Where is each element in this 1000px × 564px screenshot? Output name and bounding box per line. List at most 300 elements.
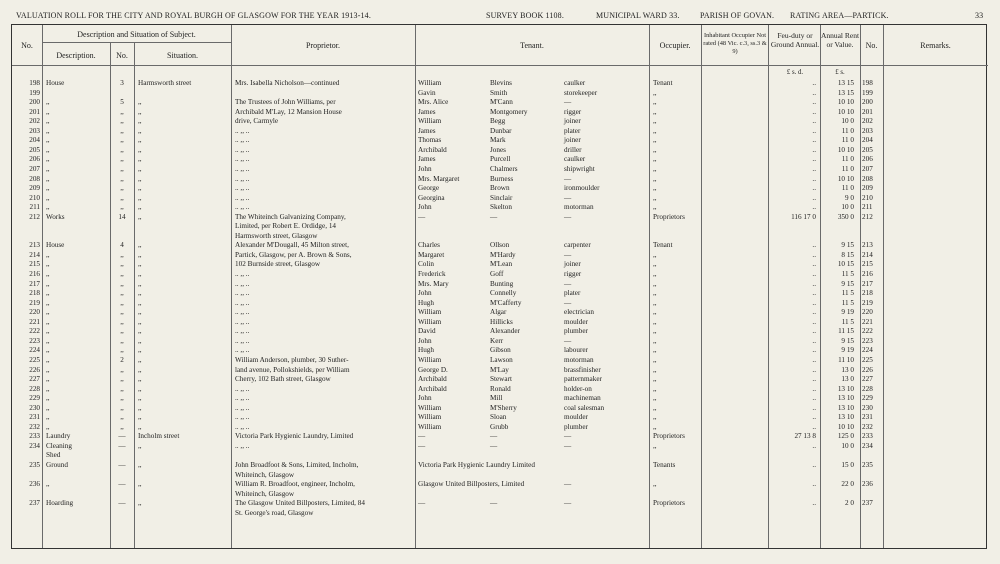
tenant-surname: Begg bbox=[490, 117, 506, 126]
entry-occupier: Proprietors bbox=[653, 212, 685, 221]
entry-number: 201 bbox=[29, 107, 40, 116]
entry-proprietor: The Glasgow United Billposters, Limited, 84 bbox=[235, 499, 365, 508]
entry-annual-rent: 10 10 bbox=[837, 98, 854, 107]
tenant-occupation: plumber bbox=[564, 327, 588, 336]
tenant-first-name: James bbox=[418, 107, 436, 116]
tenant-first-name: John bbox=[418, 336, 432, 345]
tenant-surname: Jones bbox=[490, 145, 506, 154]
entry-proprietor: .. ,, .. bbox=[235, 126, 250, 135]
page-number: 33 bbox=[975, 11, 984, 20]
tenant-occupation: motorman bbox=[564, 355, 594, 364]
entry-occupier: ,, bbox=[653, 441, 657, 450]
tenant-first-name: John bbox=[418, 394, 432, 403]
table-row bbox=[12, 154, 988, 164]
entry-annual-rent: 9 15 bbox=[841, 336, 854, 345]
entry-number-right: 203 bbox=[862, 126, 873, 135]
tenant-first-name: Charles bbox=[418, 241, 440, 250]
entry-sub-number: ,, bbox=[120, 250, 124, 259]
entry-situation: ,, bbox=[138, 422, 142, 431]
entry-feu-duty: .. bbox=[812, 193, 816, 202]
entry-number-right: 229 bbox=[862, 394, 873, 403]
entry-feu-duty: .. bbox=[812, 136, 816, 145]
entry-occupier: Tenant bbox=[653, 79, 673, 87]
tenant-occupation: storekeeper bbox=[564, 88, 598, 97]
entry-number: 202 bbox=[29, 117, 40, 126]
tenant-first-name: William bbox=[418, 413, 442, 422]
entry-proprietor: Mrs. Isabella Nicholson—continued bbox=[235, 79, 340, 87]
entry-annual-rent: 10 0 bbox=[841, 441, 854, 450]
entry-proprietor: Archibald M'Lay, 12 Mansion House bbox=[235, 107, 342, 116]
entry-feu-duty: .. bbox=[812, 499, 816, 508]
entry-proprietor: .. ,, .. bbox=[235, 403, 250, 412]
feu-units: £ s. d. bbox=[786, 69, 804, 76]
entry-number: 234 bbox=[29, 441, 40, 450]
col-tenant: Tenant. bbox=[520, 41, 544, 50]
entry-situation: ,, bbox=[138, 317, 142, 326]
entry-sub-number: ,, bbox=[120, 394, 124, 403]
tenant-occupation: joiner bbox=[564, 260, 581, 269]
entry-sub-number: ,, bbox=[120, 203, 124, 212]
entry-proprietor: St. George's road, Glasgow bbox=[235, 508, 314, 517]
table-row bbox=[12, 107, 988, 117]
entry-sub-number: ,, bbox=[120, 384, 124, 393]
entry-description: ,, bbox=[46, 346, 50, 355]
entry-number-right: 214 bbox=[862, 250, 873, 259]
entry-situation: ,, bbox=[138, 193, 142, 202]
entry-situation: ,, bbox=[138, 212, 142, 221]
table-row bbox=[12, 298, 988, 308]
entry-feu-duty: .. bbox=[812, 422, 816, 431]
entry-occupier: ,, bbox=[653, 203, 657, 212]
tenant-first-name: Thomas bbox=[418, 136, 442, 145]
entry-occupier: ,, bbox=[653, 174, 657, 183]
valuation-roll-table bbox=[11, 24, 987, 549]
table-row bbox=[12, 212, 988, 222]
entry-situation: ,, bbox=[138, 327, 142, 336]
table-row bbox=[12, 317, 988, 327]
entry-annual-rent: 9 19 bbox=[841, 308, 854, 317]
entry-number: 203 bbox=[29, 126, 40, 135]
col-no: No. bbox=[21, 41, 33, 50]
tenant-occupation: plater bbox=[564, 126, 581, 135]
table-row bbox=[12, 145, 988, 155]
entry-number: 219 bbox=[29, 298, 40, 307]
entry-sub-number: ,, bbox=[120, 164, 124, 173]
tenant-first-name: George D. bbox=[418, 365, 448, 374]
tenant-first-name: William bbox=[418, 422, 442, 431]
tenant-occupation: — bbox=[564, 174, 572, 183]
entry-annual-rent: 13 10 bbox=[837, 394, 854, 403]
entry-number: 199 bbox=[29, 88, 40, 97]
table-row bbox=[12, 479, 988, 489]
entry-annual-rent: 11 5 bbox=[841, 270, 854, 278]
table-row bbox=[12, 240, 988, 250]
entry-description: ,, bbox=[46, 308, 50, 317]
tenant-first-name: William bbox=[418, 79, 442, 87]
tenant-surname: Dunbar bbox=[490, 126, 512, 135]
col-description: Description. bbox=[56, 51, 96, 60]
tenant-first-name: James bbox=[418, 126, 436, 135]
entry-sub-number: ,, bbox=[120, 117, 124, 126]
entry-occupier: ,, bbox=[653, 384, 657, 393]
tenant-surname: Mark bbox=[490, 136, 506, 145]
table-row bbox=[12, 164, 988, 174]
table-row bbox=[12, 202, 988, 212]
table-row bbox=[12, 307, 988, 317]
entry-sub-number: — bbox=[118, 461, 126, 469]
entry-number-right: 226 bbox=[862, 365, 873, 374]
entry-annual-rent: 10 10 bbox=[837, 422, 854, 431]
tenant-surname: Sloan bbox=[490, 413, 507, 422]
tenant-occupation: patternmaker bbox=[564, 375, 602, 384]
entry-feu-duty: .. bbox=[812, 384, 816, 393]
table-row bbox=[12, 183, 988, 193]
table-row bbox=[12, 88, 988, 98]
entry-feu-duty: .. bbox=[812, 461, 816, 469]
entry-situation: ,, bbox=[138, 384, 142, 393]
entry-number-right: 198 bbox=[862, 79, 873, 87]
entry-occupier: ,, bbox=[653, 107, 657, 116]
entry-feu-duty: .. bbox=[812, 365, 816, 374]
entry-description: House bbox=[46, 79, 65, 87]
entry-description: ,, bbox=[46, 279, 50, 288]
entry-occupier: ,, bbox=[653, 308, 657, 317]
entry-annual-rent: 8 15 bbox=[841, 250, 854, 259]
tenant-surname: Burness bbox=[490, 174, 514, 183]
entry-sub-number: ,, bbox=[120, 422, 124, 431]
entry-number: 229 bbox=[29, 394, 40, 403]
tenant-occupation: — bbox=[564, 193, 572, 202]
entry-number-right: 215 bbox=[862, 260, 873, 269]
table-row bbox=[12, 345, 988, 355]
entry-proprietor: .. ,, .. bbox=[235, 193, 250, 202]
entry-sub-number: — bbox=[118, 432, 126, 441]
entry-number: 221 bbox=[29, 317, 40, 326]
entry-annual-rent: 9 0 bbox=[845, 193, 854, 202]
entry-occupier: ,, bbox=[653, 422, 657, 431]
entry-number: 207 bbox=[29, 164, 40, 173]
entry-description: ,, bbox=[46, 117, 50, 126]
entry-occupier: ,, bbox=[653, 365, 657, 374]
entry-sub-number: ,, bbox=[120, 260, 124, 269]
entry-number-right: 199 bbox=[862, 88, 873, 97]
entry-occupier: ,, bbox=[653, 193, 657, 202]
table-row bbox=[12, 431, 988, 441]
entry-occupier: Proprietors bbox=[653, 499, 685, 508]
tenant-occupation: caulker bbox=[564, 155, 586, 164]
entry-proprietor: .. ,, .. bbox=[235, 413, 250, 422]
entry-situation: ,, bbox=[138, 174, 142, 183]
table-row bbox=[12, 259, 988, 269]
table-row bbox=[12, 221, 988, 231]
table-row bbox=[12, 450, 988, 460]
tenant-first-name: Archibald bbox=[418, 375, 447, 384]
entry-number: 198 bbox=[29, 79, 40, 87]
tenant-occupation: holder-on bbox=[564, 384, 592, 393]
entry-feu-duty: .. bbox=[812, 279, 816, 288]
entry-sub-number: ,, bbox=[120, 365, 124, 374]
entry-sub-number: ,, bbox=[120, 403, 124, 412]
entry-annual-rent: 9 15 bbox=[841, 279, 854, 288]
entry-proprietor: .. ,, .. bbox=[235, 279, 250, 288]
entry-feu-duty: .. bbox=[812, 336, 816, 345]
entry-number-right: 220 bbox=[862, 308, 873, 317]
entry-situation: ,, bbox=[138, 260, 142, 269]
entry-description: ,, bbox=[46, 107, 50, 116]
entry-description: ,, bbox=[46, 136, 50, 145]
entry-feu-duty: .. bbox=[812, 88, 816, 97]
tenant-first-name: Gavin bbox=[418, 88, 436, 97]
entry-description: ,, bbox=[46, 164, 50, 173]
entry-situation: ,, bbox=[138, 336, 142, 345]
entry-description: ,, bbox=[46, 336, 50, 345]
tenant-first-name: Glasgow United Billposters, Limited bbox=[418, 480, 525, 489]
entry-annual-rent: 10 10 bbox=[837, 174, 854, 183]
entry-situation: ,, bbox=[138, 480, 142, 489]
entry-description: ,, bbox=[46, 413, 50, 422]
entry-occupier: ,, bbox=[653, 145, 657, 154]
col-situation: Situation. bbox=[167, 51, 198, 60]
entry-number: 212 bbox=[29, 212, 40, 221]
entry-description: Shed bbox=[46, 451, 61, 460]
entry-proprietor: .. ,, .. bbox=[235, 155, 250, 164]
entry-number: 228 bbox=[29, 384, 40, 393]
entry-proprietor: .. ,, .. bbox=[235, 336, 250, 345]
entry-annual-rent: 13 10 bbox=[837, 384, 854, 393]
entry-number: 210 bbox=[29, 193, 40, 202]
rating-area: RATING AREA—PARTICK. bbox=[790, 11, 889, 20]
tenant-surname: Montgomery bbox=[490, 107, 528, 116]
entry-number-right: 217 bbox=[862, 279, 873, 288]
entry-occupier: ,, bbox=[653, 126, 657, 135]
entry-proprietor: .. ,, .. bbox=[235, 394, 250, 403]
entry-occupier: Proprietors bbox=[653, 432, 685, 441]
entry-situation: ,, bbox=[138, 499, 142, 508]
tenant-occupation: plumber bbox=[564, 422, 588, 431]
entry-situation: ,, bbox=[138, 441, 142, 450]
table-row bbox=[12, 403, 988, 413]
entry-description: ,, bbox=[46, 184, 50, 193]
entry-number: 215 bbox=[29, 260, 40, 269]
entry-number-right: 222 bbox=[862, 327, 873, 336]
tenant-first-name: Victoria Park Hygienic Laundry Limited bbox=[418, 461, 535, 469]
entry-situation: ,, bbox=[138, 241, 142, 250]
tenant-surname: Lawson bbox=[490, 355, 513, 364]
entry-situation: ,, bbox=[138, 365, 142, 374]
entry-proprietor: Whiteinch, Glasgow bbox=[235, 489, 295, 498]
entry-feu-duty: .. bbox=[812, 480, 816, 489]
tenant-first-name: Hugh bbox=[418, 346, 434, 355]
entry-number-right: 224 bbox=[862, 346, 873, 355]
entry-situation: ,, bbox=[138, 136, 142, 145]
table-row bbox=[12, 279, 988, 289]
entry-number-right: 237 bbox=[862, 499, 873, 508]
entry-situation: ,, bbox=[138, 126, 142, 135]
tenant-occupation: shipwright bbox=[564, 164, 595, 173]
entry-number-right: 235 bbox=[862, 461, 873, 469]
entry-description: ,, bbox=[46, 289, 50, 298]
tenant-occupation: motorman bbox=[564, 203, 594, 212]
entry-number: 230 bbox=[29, 403, 40, 412]
entry-annual-rent: 11 0 bbox=[841, 164, 854, 173]
entry-annual-rent: 13 15 bbox=[837, 79, 854, 87]
tenant-occupation: — bbox=[564, 279, 572, 288]
table-row bbox=[12, 393, 988, 403]
table-row bbox=[12, 116, 988, 126]
entry-description: ,, bbox=[46, 126, 50, 135]
tenant-surname: Hillicks bbox=[490, 317, 513, 326]
tenant-first-name: Frederick bbox=[418, 270, 446, 278]
entry-proprietor: .. ,, .. bbox=[235, 327, 250, 336]
entry-annual-rent: 11 5 bbox=[841, 317, 854, 326]
entry-description: Laundry bbox=[46, 432, 71, 441]
municipal-ward: MUNICIPAL WARD 33. bbox=[596, 11, 680, 20]
tenant-occupation: caulker bbox=[564, 79, 586, 87]
tenant-occupation: coal salesman bbox=[564, 403, 605, 412]
entry-proprietor: land avenue, Pollokshields, per William bbox=[235, 365, 350, 374]
entry-description: ,, bbox=[46, 355, 50, 364]
entry-feu-duty: .. bbox=[812, 308, 816, 317]
entry-proprietor: Whiteinch, Glasgow bbox=[235, 470, 295, 479]
entry-number-right: 207 bbox=[862, 164, 873, 173]
entry-number: 231 bbox=[29, 413, 40, 422]
tenant-occupation: joiner bbox=[564, 117, 581, 126]
tenant-occupation: joiner bbox=[564, 136, 581, 145]
entry-situation: Incholm street bbox=[138, 432, 180, 441]
entry-annual-rent: 15 0 bbox=[841, 461, 854, 469]
entry-number: 225 bbox=[29, 355, 40, 364]
tenant-occupation: — bbox=[564, 336, 572, 345]
entry-situation: ,, bbox=[138, 413, 142, 422]
table-row bbox=[12, 508, 988, 518]
tenant-first-name: John bbox=[418, 164, 432, 173]
table-row bbox=[12, 193, 988, 203]
tenant-occupation: rigger bbox=[564, 107, 582, 116]
tenant-first-name: William bbox=[418, 308, 442, 317]
entry-proprietor: .. ,, .. bbox=[235, 136, 250, 145]
entry-proprietor: .. ,, .. bbox=[235, 308, 250, 317]
entry-number-right: 204 bbox=[862, 136, 873, 145]
tenant-surname: Grubb bbox=[490, 422, 509, 431]
entry-proprietor: Victoria Park Hygienic Laundry, Limited bbox=[235, 432, 354, 441]
table-row bbox=[12, 384, 988, 394]
tenant-occupation: carpenter bbox=[564, 241, 591, 250]
tenant-first-name: Margaret bbox=[418, 250, 445, 259]
entry-annual-rent: 2 0 bbox=[845, 499, 854, 508]
entry-occupier: ,, bbox=[653, 88, 657, 97]
tenant-first-name: — bbox=[418, 432, 426, 441]
tenant-occupation: plater bbox=[564, 289, 581, 298]
entry-sub-number: ,, bbox=[120, 327, 124, 336]
entry-sub-number: 4 bbox=[120, 241, 124, 250]
entry-sub-number: — bbox=[118, 480, 126, 489]
entry-number: 217 bbox=[29, 279, 40, 288]
entry-description: ,, bbox=[46, 260, 50, 269]
entry-proprietor: Limited, per Robert E. Ordidge, 14 bbox=[235, 222, 337, 231]
entry-feu-duty: .. bbox=[812, 298, 816, 307]
tenant-occupation: brassfinisher bbox=[564, 365, 601, 374]
table-row bbox=[12, 174, 988, 184]
entry-number-right: 209 bbox=[862, 184, 873, 193]
entry-number: 206 bbox=[29, 155, 40, 164]
entry-number: 227 bbox=[29, 375, 40, 384]
entry-proprietor: .. ,, .. bbox=[235, 164, 250, 173]
tenant-occupation: — bbox=[564, 250, 572, 259]
tenant-surname: Mill bbox=[490, 394, 503, 403]
entry-description: Hoarding bbox=[46, 499, 74, 508]
tenant-occupation: ironmoulder bbox=[564, 184, 600, 193]
entry-situation: ,, bbox=[138, 355, 142, 364]
entry-situation: ,, bbox=[138, 298, 142, 307]
entry-number: 204 bbox=[29, 136, 40, 145]
tenant-first-name: Hugh bbox=[418, 298, 434, 307]
entry-number: 224 bbox=[29, 346, 40, 355]
entry-sub-number: ,, bbox=[120, 270, 124, 278]
table-row bbox=[12, 326, 988, 336]
entry-number-right: 202 bbox=[862, 117, 873, 126]
entry-description: ,, bbox=[46, 384, 50, 393]
entry-feu-duty: .. bbox=[812, 241, 816, 250]
entry-situation: ,, bbox=[138, 279, 142, 288]
tenant-surname: Alexander bbox=[490, 327, 520, 336]
entry-number-right: 210 bbox=[862, 193, 873, 202]
tenant-surname: — bbox=[490, 432, 498, 441]
entry-sub-number: 3 bbox=[120, 79, 124, 87]
entry-occupier: ,, bbox=[653, 289, 657, 298]
entry-feu-duty: .. bbox=[812, 174, 816, 183]
col-remarks: Remarks. bbox=[920, 41, 951, 50]
entry-number: 200 bbox=[29, 98, 40, 107]
entry-number-right: 200 bbox=[862, 98, 873, 107]
entry-occupier: ,, bbox=[653, 164, 657, 173]
entry-situation: ,, bbox=[138, 155, 142, 164]
entry-sub-number: ,, bbox=[120, 155, 124, 164]
tenant-surname: Smith bbox=[490, 88, 508, 97]
entry-proprietor: .. ,, .. bbox=[235, 441, 250, 450]
entry-proprietor: 102 Burnside street, Glasgow bbox=[235, 260, 321, 269]
entry-number: 214 bbox=[29, 250, 40, 259]
entry-description: ,, bbox=[46, 317, 50, 326]
entry-proprietor: The Whiteinch Galvanizing Company, bbox=[235, 212, 346, 221]
entry-situation: ,, bbox=[138, 184, 142, 193]
entry-situation: ,, bbox=[138, 346, 142, 355]
entry-occupier: ,, bbox=[653, 250, 657, 259]
entry-description: ,, bbox=[46, 365, 50, 374]
entry-feu-duty: .. bbox=[812, 394, 816, 403]
table-row bbox=[12, 126, 988, 136]
entry-proprietor: .. ,, .. bbox=[235, 317, 250, 326]
entry-annual-rent: 10 10 bbox=[837, 145, 854, 154]
entry-occupier: ,, bbox=[653, 480, 657, 489]
entry-feu-duty: .. bbox=[812, 403, 816, 412]
entry-sub-number: 5 bbox=[120, 98, 124, 107]
tenant-first-name: Colin bbox=[418, 260, 434, 269]
entry-occupier: ,, bbox=[653, 298, 657, 307]
entry-sub-number: ,, bbox=[120, 107, 124, 116]
entry-feu-duty: .. bbox=[812, 327, 816, 336]
tenant-first-name: Archibald bbox=[418, 384, 447, 393]
tenant-first-name: John bbox=[418, 289, 432, 298]
entry-occupier: ,, bbox=[653, 184, 657, 193]
entry-feu-duty: .. bbox=[812, 413, 816, 422]
entry-proprietor: drive, Carmyle bbox=[235, 117, 279, 126]
tenant-surname: Algar bbox=[490, 308, 507, 317]
tenant-surname: Connelly bbox=[490, 289, 517, 298]
tenant-occupation: — bbox=[564, 480, 572, 489]
entry-annual-rent: 13 0 bbox=[841, 375, 854, 384]
col-no-right: No. bbox=[865, 41, 878, 50]
entry-annual-rent: 11 15 bbox=[838, 327, 854, 336]
